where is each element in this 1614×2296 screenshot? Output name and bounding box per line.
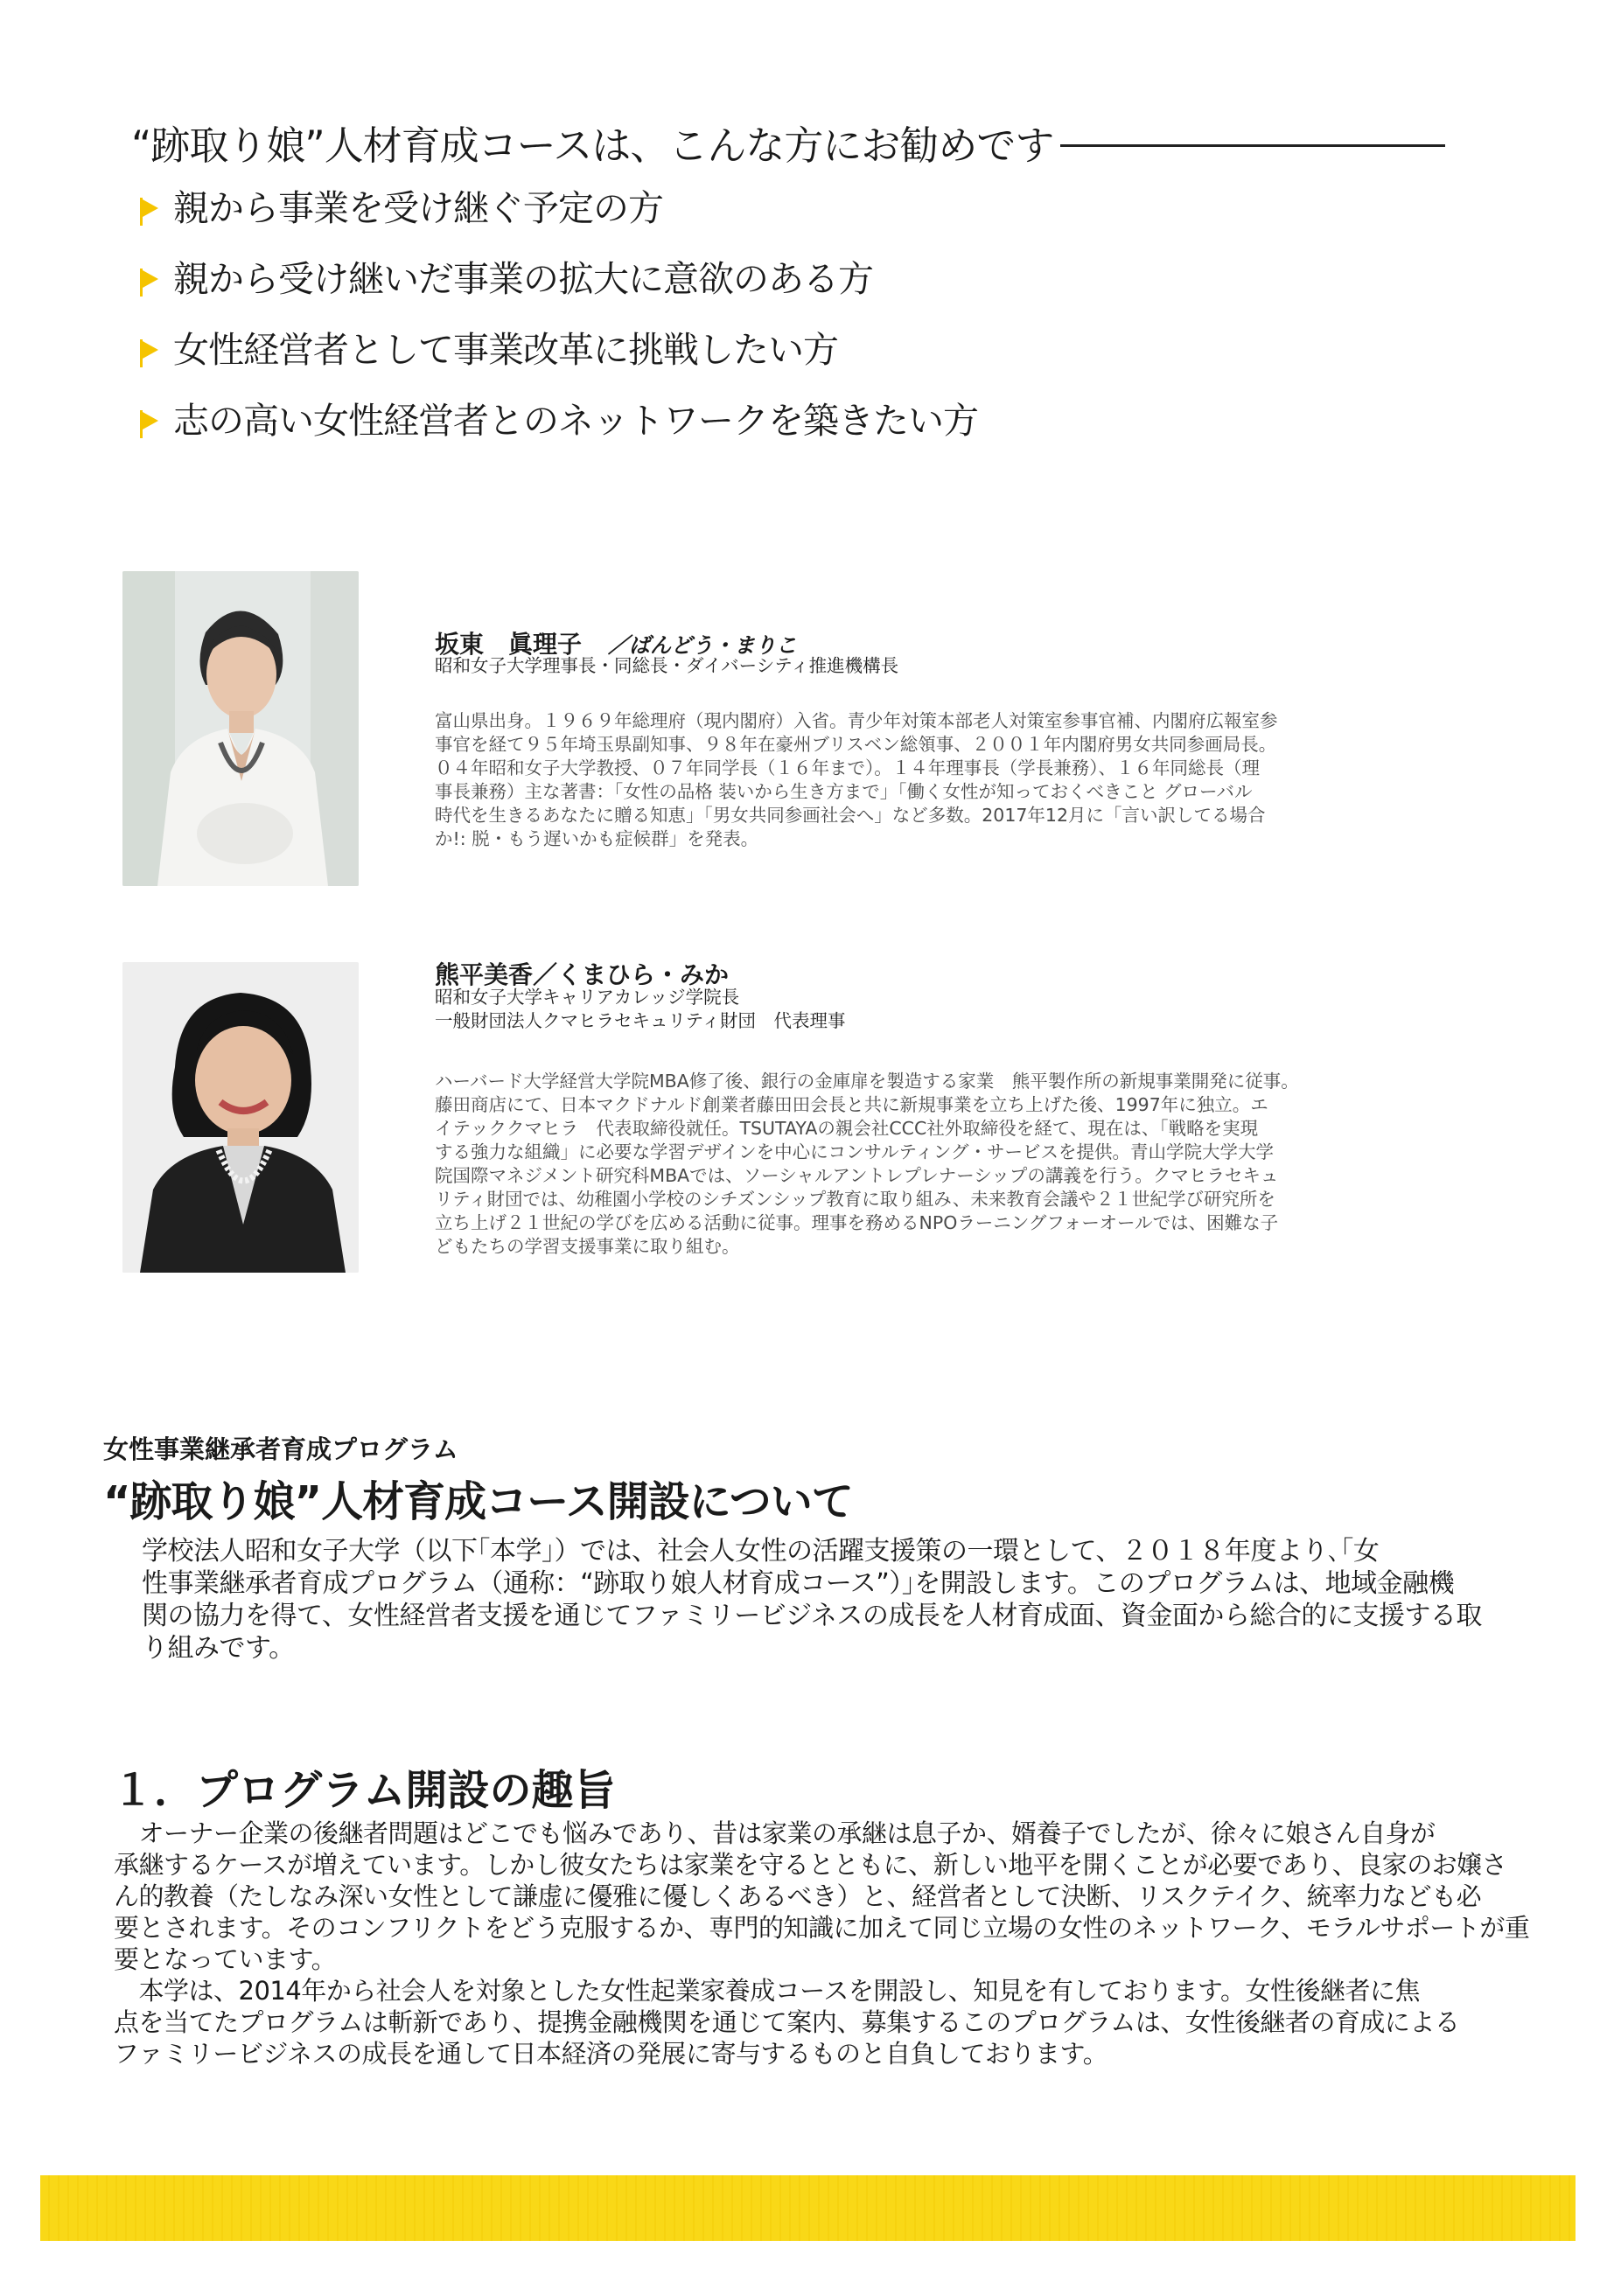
list-item bbox=[140, 325, 978, 396]
body-line: 学校法人昭和女子大学（以下｢本学｣）では、社会人女性の活躍支援策の一環として、２０１８年度より､｢女 bbox=[142, 1536, 1380, 1567]
profile-role: 昭和女子大学理事長・同総長・ダイバーシティ推進機構長 bbox=[435, 655, 899, 676]
bio-line: する強力な組織」に必要な学習デザインを中心にコンサルティング・サービスを提供。青山学院大学大学 bbox=[435, 1141, 1274, 1162]
portrait-photo-bando bbox=[122, 571, 359, 886]
bio-line: 事長兼務）主な著書：「女性の品格 装いから生き方まで」「働く女性が知っておくべきこと グローバル bbox=[435, 781, 1253, 802]
flag-icon bbox=[140, 198, 159, 226]
body-line: り組みです。 bbox=[142, 1633, 295, 1664]
body-line: 要とされます。そのコンフリクトをどう克服するか、専門的知識に加えて同じ立場の女性のネットワーク、モラルサポートが重 bbox=[114, 1913, 1530, 1943]
profile-bio bbox=[435, 1070, 1493, 1259]
flag-icon bbox=[140, 410, 159, 438]
list-item bbox=[140, 255, 978, 325]
list-item-text: 親から受け継いだ事業の拡大に意欲のある方 bbox=[173, 258, 873, 300]
body-line: 本学は、2014年から社会人を対象とした女性起業家養成コースを開設し、知見を有しております。女性後継者に焦 bbox=[114, 1976, 1421, 2006]
bio-line: ハーバード大学経営大学院MBA修了後、銀行の金庫扉を製造する家業 熊平製作所の新規事業開発に従事。 bbox=[435, 1071, 1299, 1092]
bio-line: 藤田商店にて、日本マクドナルド創業者藤田田会長と共に新規事業を立ち上げた後、1997年に独立。エ bbox=[435, 1094, 1268, 1115]
body-line: 点を当てたプログラムは斬新であり、提携金融機関を通じて案内、募集するこのプログラムは、女性後継者の育成による bbox=[114, 2007, 1460, 2037]
portrait-photo-kumahira bbox=[122, 962, 359, 1273]
flag-icon bbox=[140, 269, 159, 297]
recommend-list bbox=[140, 184, 978, 467]
list-item-text: 女性経営者として事業改革に挑戦したい方 bbox=[173, 329, 838, 371]
body-line: 性事業継承者育成プログラム（通称：“跡取り娘人材育成コース”）｣を開設します。このプログラムは、地域金融機 bbox=[142, 1568, 1455, 1599]
body-line: ファミリービジネスの成長を通して日本経済の発展に寄与するものと自負しております。 bbox=[114, 2039, 1108, 2069]
bio-line: か!: 脱・もう遅いかも症候群」を発表。 bbox=[435, 828, 759, 849]
body-line: ん的教養（たしなみ深い女性として謙虚に優雅に優しくあるべき）と、経営者として決断、リスクテイク、統率力なども必 bbox=[114, 1881, 1482, 1911]
profile-bio bbox=[435, 709, 1493, 851]
list-item bbox=[140, 184, 978, 255]
bio-line: リティ財団では、幼稚園小学校のシチズンシップ教育に取り組み、未来教育会議や２１世紀学び研究所を bbox=[435, 1189, 1275, 1210]
list-item bbox=[140, 396, 978, 467]
profile-kana: ／ばんどう・まりこ bbox=[608, 633, 798, 658]
role-line: 昭和女子大学キャリアカレッジ学院長 bbox=[435, 987, 740, 1008]
recommend-title-text: “跡取り娘”人材育成コースは、こんな方にお勧めです bbox=[131, 122, 1054, 169]
portrait-illustration bbox=[122, 962, 359, 1273]
body-line: 関の協力を得て、女性経営者支援を通じてファミリービジネスの成長を人材育成面、資金面から総合的に支援する取 bbox=[142, 1601, 1482, 1631]
bio-line: 院国際マネジメント研究科MBAでは、ソーシャルアントレプレナーシップの講義を行う。クマヒラセキュ bbox=[435, 1165, 1279, 1186]
body-line: 承継するケースが増えています。しかし彼女たちは家業を守るとともに、新しい地平を開くことが必要であり、良家のお嬢さ bbox=[114, 1850, 1507, 1880]
flag-icon bbox=[140, 339, 159, 367]
profile-role bbox=[435, 986, 845, 1033]
bio-line: ０４年昭和女子大学教授、０７年同学長（１６年まで）。１４年理事長（学長兼務）、１６年同総長（理 bbox=[435, 757, 1260, 778]
section-kicker: 女性事業継承者育成プログラム bbox=[103, 1434, 458, 1464]
list-item-text: 親から事業を受け継ぐ予定の方 bbox=[173, 187, 663, 229]
bio-line: イテッククマヒラ 代表取締役就任。TSUTAYAの親会社CCC社外取締役を経て、現在は、「戦略を実現 bbox=[435, 1118, 1259, 1139]
list-item-text: 志の高い女性経営者とのネットワークを築きたい方 bbox=[173, 400, 978, 442]
recommend-title bbox=[131, 114, 1445, 171]
role-line: 一般財団法人クマヒラセキュリティ財団 代表理事 bbox=[435, 1010, 846, 1031]
profile-name-text: 熊平美香／くまひら・みか bbox=[435, 960, 730, 989]
bio-line: どもたちの学習支援事業に取り組む。 bbox=[435, 1236, 740, 1257]
footer-band bbox=[40, 2175, 1576, 2241]
section-title: “跡取り娘”人材育成コース開設について bbox=[103, 1477, 853, 1526]
section-body bbox=[142, 1535, 1482, 1664]
profile-name-text: 坂東 眞理子 bbox=[435, 630, 583, 659]
purpose-body bbox=[114, 1818, 1529, 2069]
bio-line: 立ち上げ２１世紀の学びを広める活動に従事。理事を務めるNPOラーニングフォーオールでは、困難な子 bbox=[435, 1212, 1279, 1233]
bio-line: 時代を生きるあなたに贈る知恵」「男女共同参画社会へ」など多数。2017年12月に「言い訳してる場合 bbox=[435, 805, 1266, 826]
body-line: オーナー企業の後継者問題はどこでも悩みであり、昔は家業の承継は息子か、婿養子でしたが、徐々に娘さん自身が bbox=[114, 1818, 1436, 1848]
bio-line: 事官を経て９５年埼玉県副知事、９８年在豪州ブリスベン総領事、２００１年内閣府男女共同参画局長。 bbox=[435, 734, 1277, 755]
body-line: 要となっています。 bbox=[114, 1944, 337, 1974]
purpose-title: １．プログラム開設の趣旨 bbox=[112, 1766, 616, 1815]
portrait-illustration bbox=[122, 571, 359, 886]
bio-line: 富山県出身。１９６９年総理府（現内閣府）入省。青少年対策本部老人対策室参事官補、内閣府広報室参 bbox=[435, 710, 1278, 731]
title-rule bbox=[1060, 144, 1445, 147]
